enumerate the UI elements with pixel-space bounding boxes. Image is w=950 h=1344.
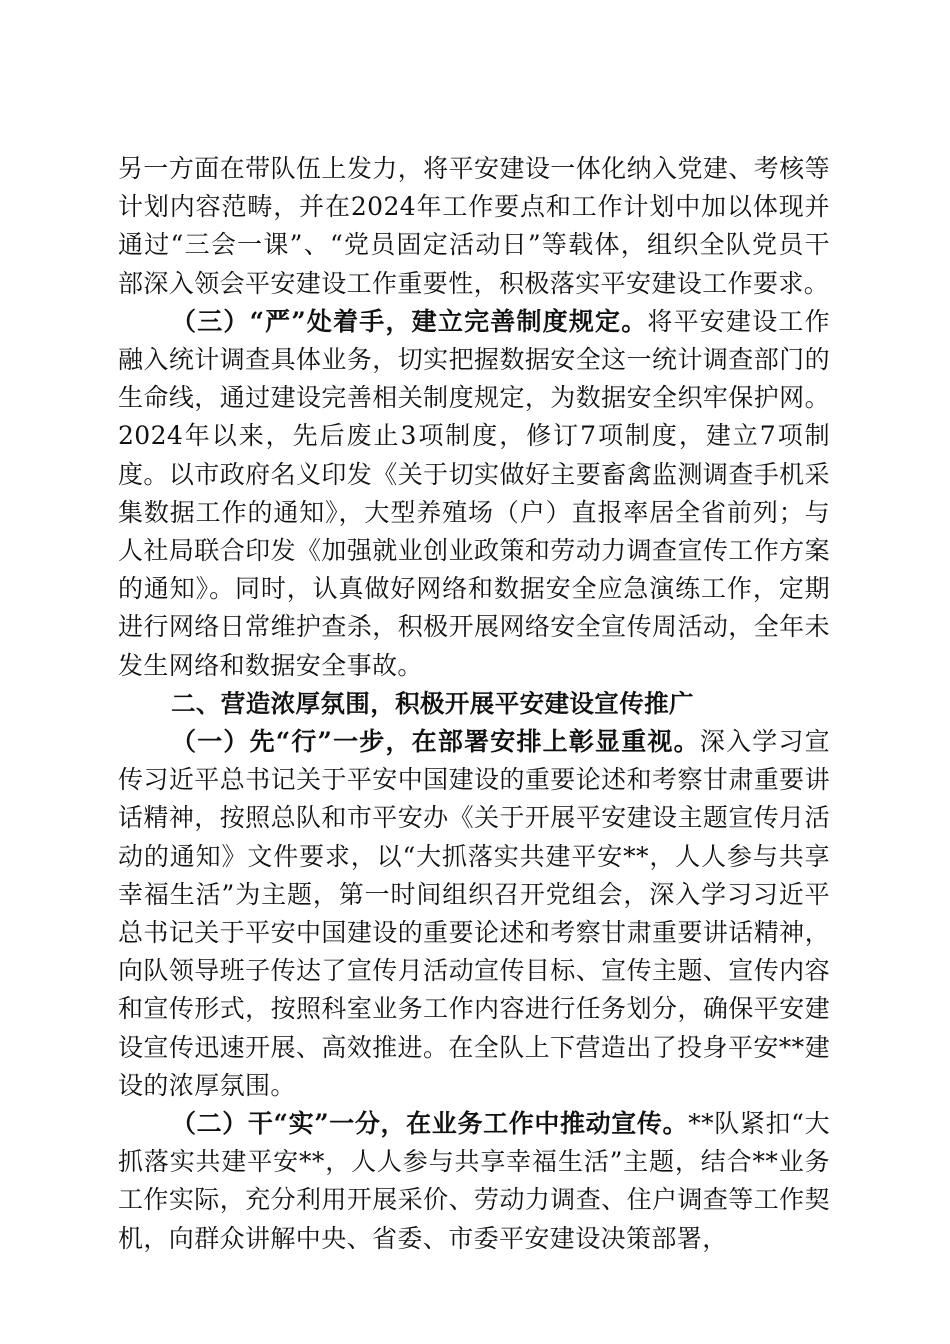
section-one-lead: （一）先“行”一步，在部署安排上彰显重视。	[171, 727, 700, 757]
paragraph-continuation: 另一方面在带队伍上发力，将平安建设一体化纳入党建、考核等计划内容范畴，并在2024年工作要点和工作计划中加以体现并通过“三会一课”、“党员固定活动日”等载体，组织全队党员干部深入领会平安建设工作重要性，积极落实平安建设工作要求。	[118, 154, 830, 298]
paragraph-section-two	[118, 1105, 830, 1258]
section-three-body: 将平安建设工作融入统计调查具体业务，切实把握数据安全这一统计调查部门的生命线，通过建设完善相关制度规定，为数据安全织牢保护网。2024年以来，先后废止3项制度，修订7项制度，建立7项制度。以市政府名义印发《关于切实做好主要畜禽监测调查手机采集数据工作的通知》，大型养殖场（户）直报率居全省前列；与人社局联合印发《加强就业创业政策和劳动力调查宣传工作方案的通知》。同时，认真做好网络和数据安全应急演练工作，定期进行网络日常维护查杀，积极开展网络安全宣传周活动，全年未发生网络和数据安全事故。	[118, 306, 830, 680]
paragraph-section-one	[118, 723, 830, 1105]
document-body	[118, 150, 830, 1258]
section-one-body: 深入学习宣传习近平总书记关于平安中国建设的重要论述和考察甘肃重要讲话精神，按照总队和市平安办《关于开展平安建设主题宣传月活动的通知》文件要求，以“大抓落实共建平安**，人人参与共享幸福生活”为主题，第一时间组织召开党组会，深入学习习近平总书记关于平安中国建设的重要论述和考察甘肃重要讲话精神，向队领导班子传达了宣传月活动宣传目标、宣传主题、宣传内容和宣传形式，按照科室业务工作内容进行任务划分，确保平安建设宣传迅速开展、高效推进。在全队上下营造出了投身平安**建设的浓厚氛围。	[118, 727, 830, 1100]
section-three-lead: （三）“严”处着手，建立完善制度规定。	[171, 306, 648, 336]
heading-part-two: 二、营造浓厚氛围，积极开展平安建设宣传推广	[171, 688, 694, 718]
section-two-lead: （二）干“实”一分，在业务工作中推动宣传。	[171, 1109, 689, 1139]
section-two-body: **队紧扣“大抓落实共建平安**，人人参与共享幸福生活”主题，结合**业务工作实际，充分利用开展采价、劳动力调查、住户调查等工作契机，向群众讲解中央、省委、市委平安建设决策部署，	[118, 1109, 830, 1253]
paragraph-section-three	[118, 303, 830, 685]
